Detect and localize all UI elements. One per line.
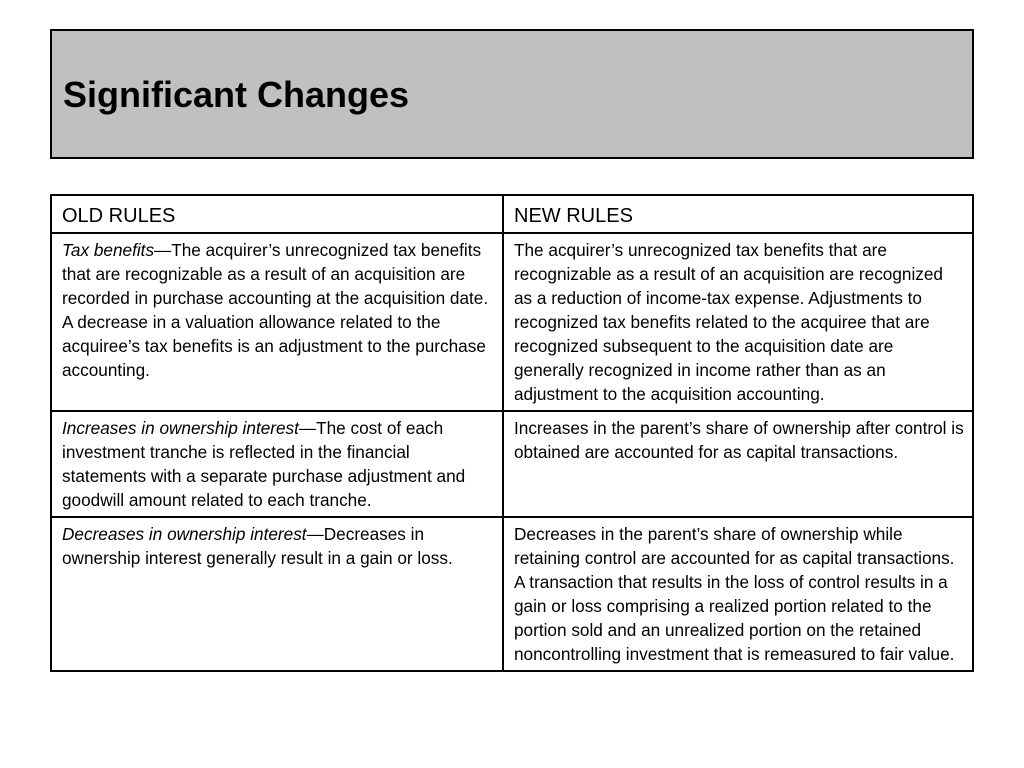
slide-title: Significant Changes xyxy=(63,74,410,115)
table-row xyxy=(51,411,973,517)
table-row xyxy=(51,233,973,411)
old-rule-cell xyxy=(51,517,503,671)
title-banner xyxy=(50,29,974,159)
new-rules-header: NEW RULES xyxy=(503,195,973,233)
table-header-row xyxy=(51,195,973,233)
old-rule-text: —The cost of each investment tranche is reflected in the financial statements with a separate purchase adjustment and goodwill amount related to each tranche. xyxy=(62,418,466,510)
new-rule-cell: Increases in the parent’s share of ownership after control is obtained are accounted for as capital transactions. xyxy=(503,411,973,517)
old-rule-lead: Increases in ownership interest xyxy=(62,418,299,438)
new-rule-cell: Decreases in the parent’s share of ownership while retaining control are accounted for as capital transactions. A transaction that results in the loss of control results in a gain or loss comprising a realized portion related to the portion sold and an unrealized portion on the retained noncontrolling investment that is remeasured to fair value. xyxy=(503,517,973,671)
rules-comparison-table xyxy=(50,194,974,672)
old-rule-lead: Tax benefits xyxy=(62,240,155,260)
old-rule-cell xyxy=(51,233,503,411)
old-rule-text: —The acquirer’s unrecognized tax benefits that are recognizable as a result of an acquisition are recorded in purchase accounting at the acquisition date. A decrease in a valuation allowance related to the acquiree’s tax benefits is an adjustment to the purchase accounting. xyxy=(62,240,489,380)
old-rules-header: OLD RULES xyxy=(51,195,503,233)
table-row xyxy=(51,517,973,671)
old-rule-text: —Decreases in ownership interest generally result in a gain or loss. xyxy=(62,524,453,568)
new-rule-cell: The acquirer’s unrecognized tax benefits that are recognizable as a result of an acquisition are recognized as a reduction of income-tax expense. Adjustments to recognized tax benefits related to the acquiree that are recognized subsequent to the acquisition date are generally recognized in income rather than as an adjustment to the acquisition accounting. xyxy=(503,233,973,411)
old-rule-cell xyxy=(51,411,503,517)
old-rule-lead: Decreases in ownership interest xyxy=(62,524,307,544)
